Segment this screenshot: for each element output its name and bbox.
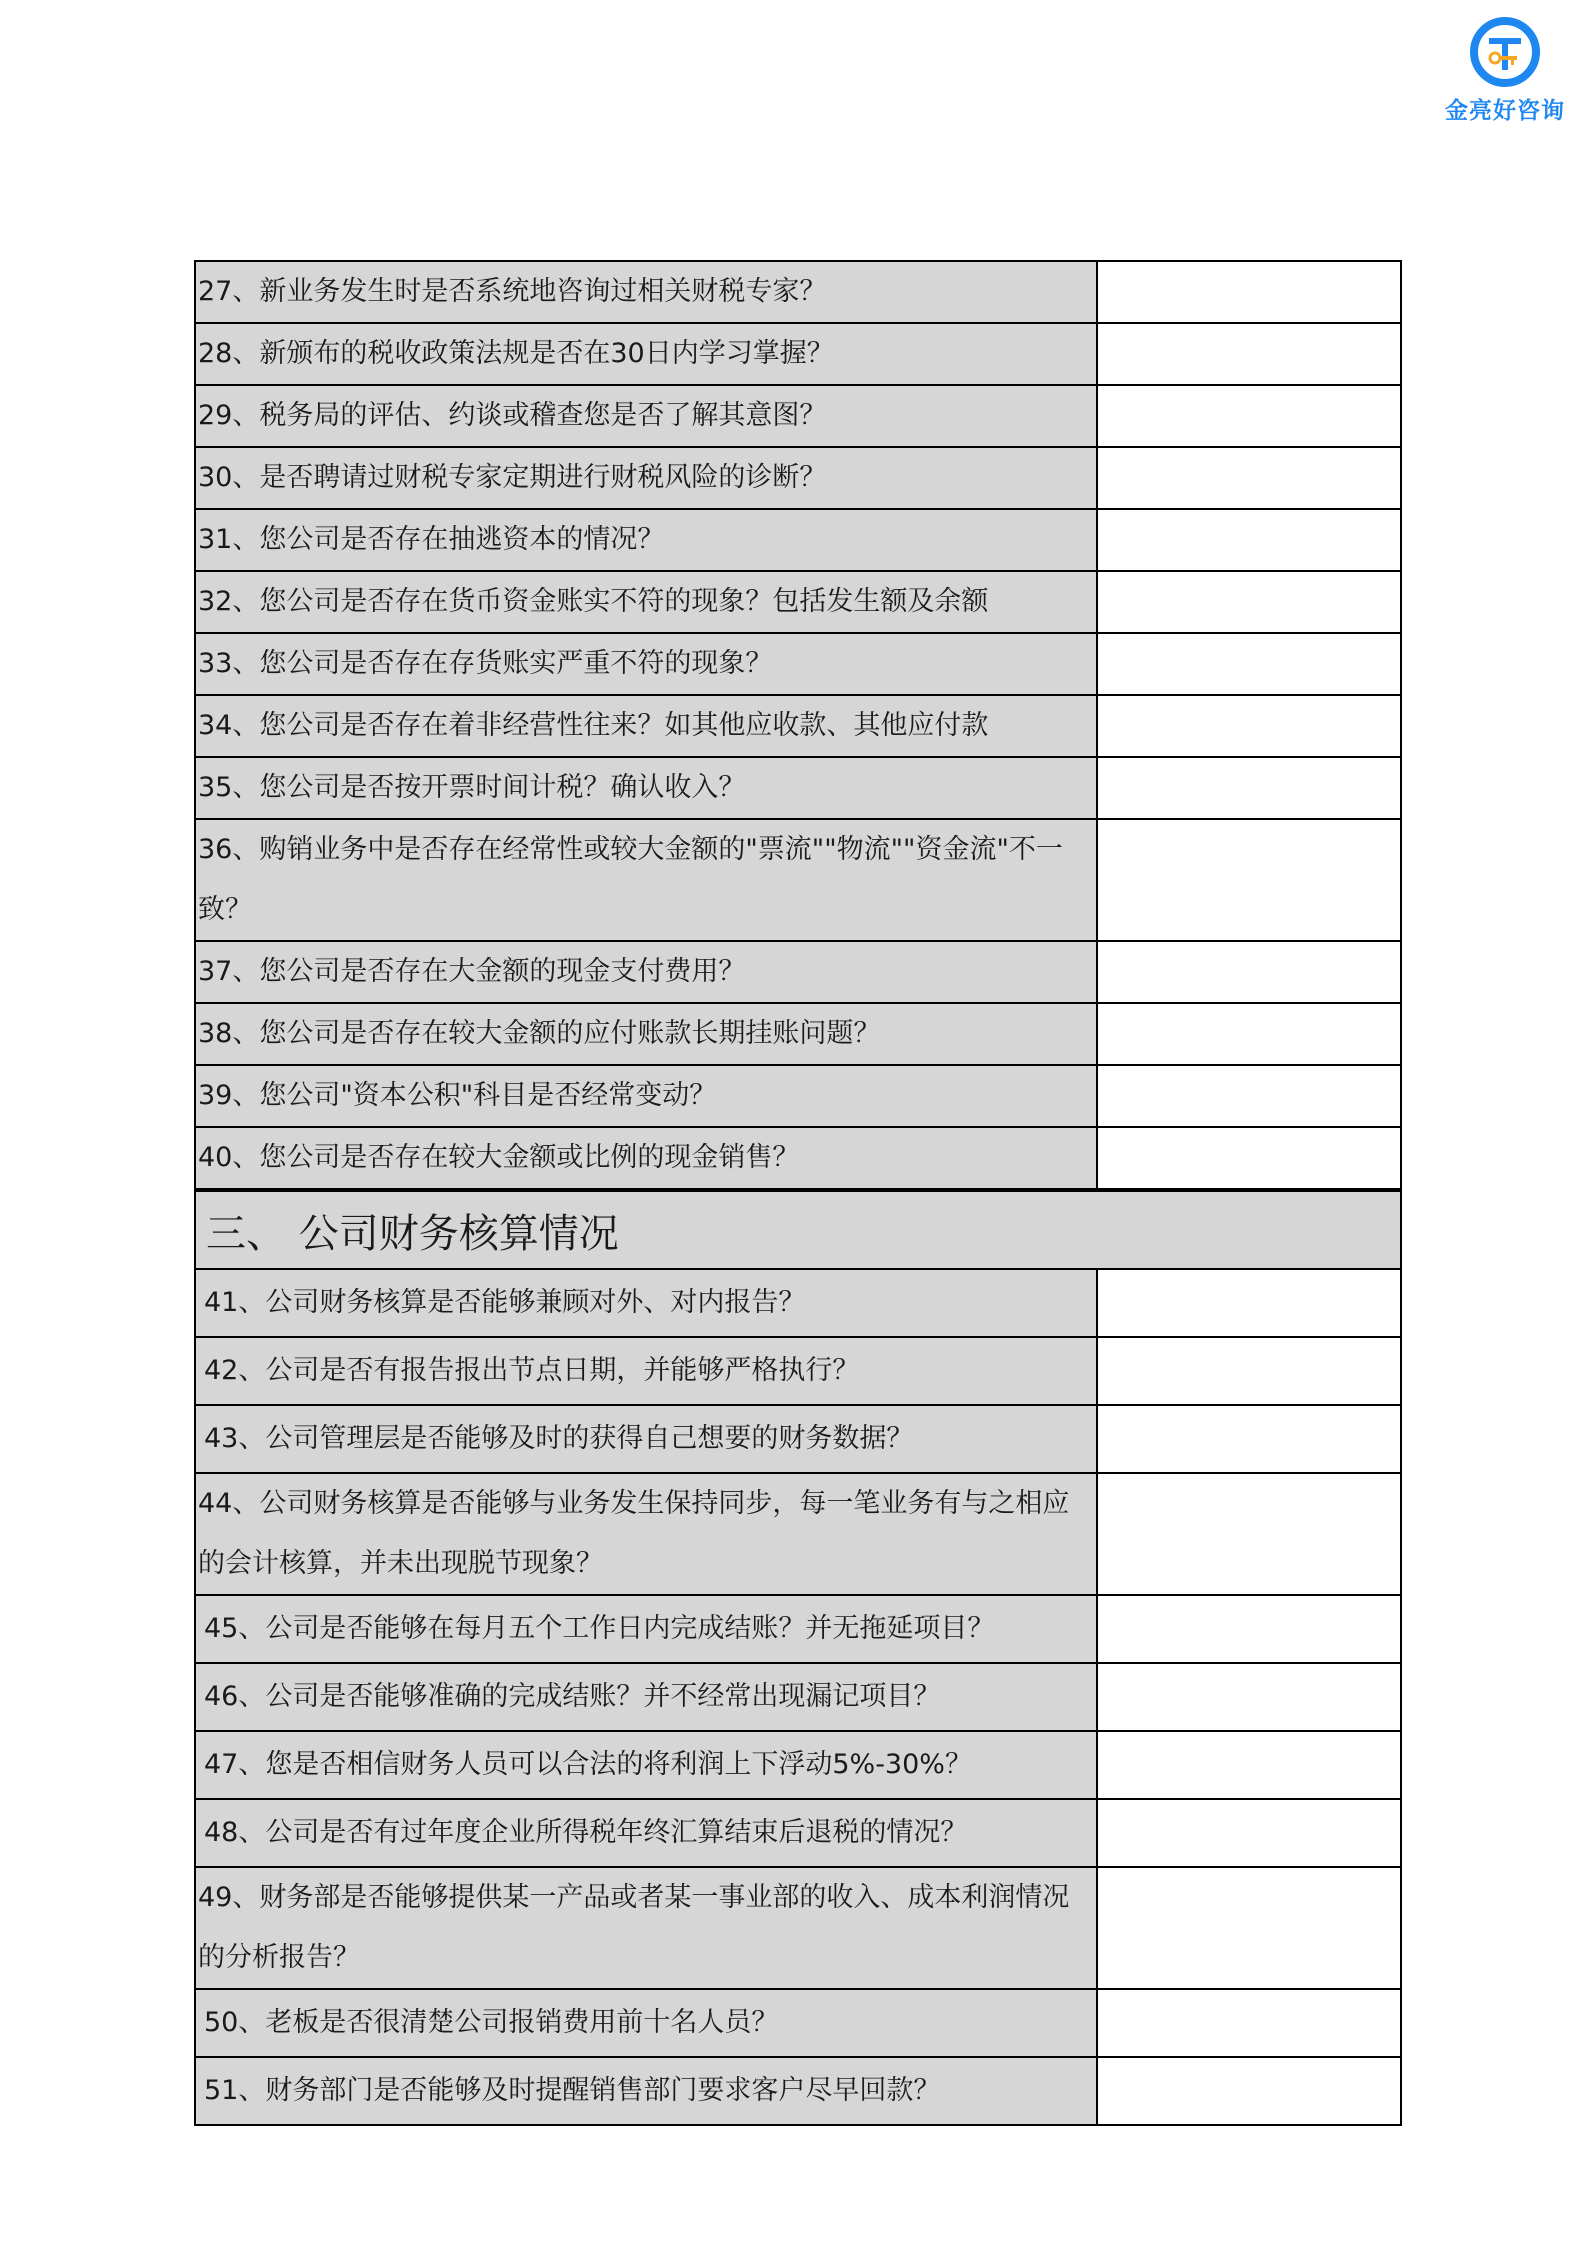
table-row <box>195 1989 1401 2057</box>
table-row <box>195 2057 1401 2125</box>
question-47: 47、您是否相信财务人员可以合法的将利润上下浮动5%-30%？ <box>195 1731 1097 1799</box>
question-50: 50、老板是否很清楚公司报销费用前十名人员？ <box>195 1989 1097 2057</box>
section-title: 三、 公司财务核算情况 <box>195 1190 1401 1269</box>
question-31: 31、您公司是否存在抽逃资本的情况？ <box>195 509 1097 571</box>
table-row <box>195 1663 1401 1731</box>
answer-cell-45[interactable] <box>1097 1595 1401 1663</box>
answer-cell-34[interactable] <box>1097 695 1401 757</box>
question-49: 49、财务部是否能够提供某一产品或者某一事业部的收入、成本利润情况的分析报告？ <box>195 1867 1097 1989</box>
table-row <box>195 1337 1401 1405</box>
table-row <box>195 1003 1401 1065</box>
answer-cell-51[interactable] <box>1097 2057 1401 2125</box>
table-row <box>195 1405 1401 1473</box>
table-row <box>195 1731 1401 1799</box>
question-40: 40、您公司是否存在较大金额或比例的现金销售？ <box>195 1127 1097 1190</box>
answer-cell-48[interactable] <box>1097 1799 1401 1867</box>
question-32: 32、您公司是否存在货币资金账实不符的现象？包括发生额及余额 <box>195 571 1097 633</box>
question-37: 37、您公司是否存在大金额的现金支付费用？ <box>195 941 1097 1003</box>
question-43: 43、公司管理层是否能够及时的获得自己想要的财务数据？ <box>195 1405 1097 1473</box>
question-34: 34、您公司是否存在着非经营性往来？如其他应收款、其他应付款 <box>195 695 1097 757</box>
answer-cell-42[interactable] <box>1097 1337 1401 1405</box>
answer-cell-43[interactable] <box>1097 1405 1401 1473</box>
answer-cell-39[interactable] <box>1097 1065 1401 1127</box>
answer-cell-47[interactable] <box>1097 1731 1401 1799</box>
questionnaire-sheet <box>194 260 1400 2126</box>
answer-cell-30[interactable] <box>1097 447 1401 509</box>
question-29: 29、税务局的评估、约谈或稽查您是否了解其意图？ <box>195 385 1097 447</box>
question-41: 41、公司财务核算是否能够兼顾对外、对内报告？ <box>195 1269 1097 1337</box>
question-42: 42、公司是否有报告报出节点日期，并能够严格执行？ <box>195 1337 1097 1405</box>
table-row <box>195 757 1401 819</box>
answer-cell-31[interactable] <box>1097 509 1401 571</box>
answer-cell-28[interactable] <box>1097 323 1401 385</box>
table-row <box>195 695 1401 757</box>
question-44: 44、公司财务核算是否能够与业务发生保持同步，每一笔业务有与之相应的会计核算，并未出现脱节现象？ <box>195 1473 1097 1595</box>
answer-cell-37[interactable] <box>1097 941 1401 1003</box>
table-row <box>195 1269 1401 1337</box>
question-35: 35、您公司是否按开票时间计税？确认收入？ <box>195 757 1097 819</box>
answer-cell-29[interactable] <box>1097 385 1401 447</box>
question-36: 36、购销业务中是否存在经常性或较大金额的"票流""物流""资金流"不一致？ <box>195 819 1097 941</box>
table-row <box>195 571 1401 633</box>
table-row <box>195 447 1401 509</box>
table-row <box>195 509 1401 571</box>
table-row <box>195 323 1401 385</box>
question-30: 30、是否聘请过财税专家定期进行财税风险的诊断？ <box>195 447 1097 509</box>
question-33: 33、您公司是否存在存货账实严重不符的现象？ <box>195 633 1097 695</box>
brand-name: 金亮好咨询 <box>1445 98 1565 124</box>
table-row <box>195 941 1401 1003</box>
table-row <box>195 385 1401 447</box>
question-27: 27、新业务发生时是否系统地咨询过相关财税专家？ <box>195 261 1097 323</box>
question-39: 39、您公司"资本公积"科目是否经常变动？ <box>195 1065 1097 1127</box>
table-row <box>195 1595 1401 1663</box>
answer-cell-49[interactable] <box>1097 1867 1401 1989</box>
coin-key-logo-icon <box>1465 16 1545 92</box>
table-row <box>195 1127 1401 1190</box>
questionnaire-table <box>194 260 1402 2126</box>
table-row <box>195 1799 1401 1867</box>
answer-cell-27[interactable] <box>1097 261 1401 323</box>
answer-cell-33[interactable] <box>1097 633 1401 695</box>
brand-logo <box>1425 16 1585 126</box>
answer-cell-38[interactable] <box>1097 1003 1401 1065</box>
question-45: 45、公司是否能够在每月五个工作日内完成结账？并无拖延项目？ <box>195 1595 1097 1663</box>
question-51: 51、财务部门是否能够及时提醒销售部门要求客户尽早回款？ <box>195 2057 1097 2125</box>
table-row <box>195 1065 1401 1127</box>
answer-cell-36[interactable] <box>1097 819 1401 941</box>
question-38: 38、您公司是否存在较大金额的应付账款长期挂账问题？ <box>195 1003 1097 1065</box>
answer-cell-32[interactable] <box>1097 571 1401 633</box>
table-row <box>195 261 1401 323</box>
question-46: 46、公司是否能够准确的完成结账？并不经常出现漏记项目？ <box>195 1663 1097 1731</box>
question-48: 48、公司是否有过年度企业所得税年终汇算结束后退税的情况？ <box>195 1799 1097 1867</box>
answer-cell-44[interactable] <box>1097 1473 1401 1595</box>
question-28: 28、新颁布的税收政策法规是否在30日内学习掌握？ <box>195 323 1097 385</box>
table-row <box>195 1867 1401 1989</box>
table-row <box>195 633 1401 695</box>
answer-cell-46[interactable] <box>1097 1663 1401 1731</box>
table-row <box>195 1473 1401 1595</box>
section-header-row <box>195 1190 1401 1269</box>
answer-cell-40[interactable] <box>1097 1127 1401 1190</box>
table-row <box>195 819 1401 941</box>
answer-cell-35[interactable] <box>1097 757 1401 819</box>
answer-cell-50[interactable] <box>1097 1989 1401 2057</box>
answer-cell-41[interactable] <box>1097 1269 1401 1337</box>
